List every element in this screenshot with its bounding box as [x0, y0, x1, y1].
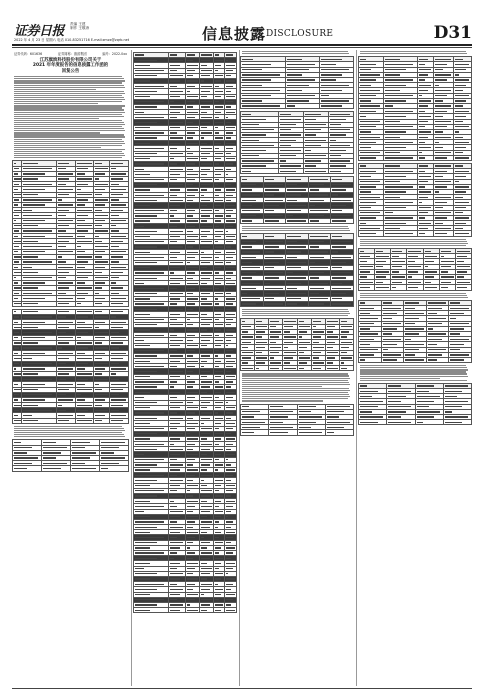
- table-cell: [94, 418, 110, 423]
- text-line: [242, 226, 348, 227]
- table-cell: [325, 430, 353, 435]
- text-line: [14, 93, 125, 94]
- table-cell: [269, 430, 297, 435]
- table-cell: [375, 285, 391, 290]
- text-line: [360, 297, 468, 298]
- text-line: [360, 295, 467, 296]
- table-cell: [304, 169, 329, 174]
- table-cell: [134, 608, 169, 613]
- title-line: 回复公告: [61, 68, 80, 74]
- table-cell: [383, 231, 417, 236]
- text-line: [14, 89, 96, 90]
- table-cell: [57, 301, 76, 306]
- text-line: [14, 124, 125, 125]
- text-line: [242, 53, 349, 54]
- column-1: [12, 50, 129, 686]
- text-line: [360, 378, 440, 379]
- text-line: [242, 228, 349, 229]
- table-cell: [417, 155, 433, 160]
- table-cell: [453, 231, 471, 236]
- table-grid: [358, 248, 472, 291]
- text-line: [14, 143, 125, 144]
- table-row: [359, 357, 472, 362]
- table-row: [13, 466, 129, 471]
- text-line: [14, 432, 122, 433]
- body-text: [360, 293, 470, 298]
- table-row: [134, 608, 237, 613]
- notice-number: 编号：2022-0xx: [102, 52, 127, 56]
- table-grid: [240, 56, 354, 109]
- table-row: [241, 430, 354, 435]
- text-line: [14, 91, 124, 92]
- table-row: [359, 231, 472, 236]
- column-divider: [239, 50, 240, 686]
- page-number: D31: [433, 23, 472, 43]
- table-cell: [94, 301, 110, 306]
- table-cell: [453, 155, 471, 160]
- table-grid: [12, 160, 129, 306]
- editor-line: 责编 王建: [70, 22, 86, 26]
- table-cell: [455, 285, 471, 290]
- text-line: [14, 141, 124, 142]
- table-cell: [100, 466, 129, 471]
- table-cell: [241, 430, 269, 435]
- table-row: [359, 155, 472, 160]
- text-line: [14, 134, 124, 135]
- body-text: [14, 76, 127, 158]
- text-line: [360, 367, 467, 368]
- table-cell: [415, 420, 443, 425]
- text-line: [360, 293, 466, 294]
- table-cell: [224, 608, 236, 613]
- column-divider: [356, 50, 357, 686]
- table-cell: [279, 169, 304, 174]
- data-table: [12, 439, 129, 471]
- text-line: [14, 132, 100, 133]
- text-line: [242, 311, 349, 312]
- text-line: [242, 378, 350, 379]
- header-rule: [12, 44, 472, 46]
- table-row: [241, 169, 354, 174]
- table-cell: [241, 218, 264, 223]
- text-line: [14, 85, 124, 86]
- column-2: [133, 50, 237, 686]
- table-cell: [255, 366, 269, 371]
- text-line: [14, 122, 124, 123]
- table-grid: [240, 318, 354, 371]
- table-cell: [110, 301, 129, 306]
- table-cell: [339, 366, 353, 371]
- table-grid: [358, 163, 472, 237]
- body-text: [14, 426, 127, 438]
- text-line: [14, 78, 124, 79]
- text-line: [360, 369, 468, 370]
- table-cell: [263, 218, 286, 223]
- text-line: [360, 376, 468, 377]
- column-3: [240, 50, 354, 686]
- editor-credits: [70, 22, 89, 30]
- text-line: [14, 112, 125, 113]
- table-cell: [22, 301, 57, 306]
- text-line: [242, 400, 323, 401]
- text-line: [360, 371, 466, 372]
- text-line: [360, 380, 467, 381]
- table-cell: [404, 357, 427, 362]
- data-table: [358, 56, 472, 161]
- text-line: [242, 384, 350, 385]
- table-cell: [407, 285, 423, 290]
- body-text: [360, 365, 470, 381]
- body-text: [360, 239, 470, 246]
- text-line: [242, 390, 350, 391]
- section-title-english: DISCLOSURE: [266, 29, 334, 39]
- body-text: [242, 51, 352, 54]
- text-line: [14, 114, 122, 115]
- table-cell: [331, 218, 354, 223]
- table-cell: [325, 366, 339, 371]
- table-cell: [286, 103, 320, 108]
- table-grid: [240, 111, 354, 174]
- data-table: [240, 404, 354, 436]
- text-line: [14, 101, 122, 102]
- text-line: [242, 309, 348, 310]
- table-cell: [308, 301, 331, 306]
- table-cell: [297, 366, 311, 371]
- text-line: [14, 139, 122, 140]
- text-line: [14, 428, 124, 429]
- table-grid: [133, 52, 237, 613]
- text-line: [242, 394, 349, 395]
- data-table: [240, 56, 354, 109]
- text-line: [14, 436, 125, 437]
- text-line: [242, 380, 348, 381]
- text-line: [14, 126, 122, 127]
- table-row: [241, 103, 354, 108]
- table-row: [13, 418, 129, 423]
- table-cell: [426, 357, 449, 362]
- data-table: [240, 233, 354, 307]
- table-row: [359, 285, 472, 290]
- table-cell: [185, 608, 199, 613]
- table-cell: [297, 430, 325, 435]
- text-line: [14, 130, 125, 131]
- text-line: [360, 53, 467, 54]
- data-table: [358, 300, 472, 363]
- text-line: [14, 116, 124, 117]
- table-cell: [359, 231, 384, 236]
- text-line: [242, 396, 350, 397]
- table-cell: [75, 301, 94, 306]
- text-line: [14, 87, 125, 88]
- text-line: [242, 230, 350, 231]
- table-cell: [75, 418, 94, 423]
- table-grid: [358, 383, 472, 426]
- table-cell: [286, 218, 309, 223]
- table-cell: [241, 103, 286, 108]
- text-line: [14, 145, 122, 146]
- table-cell: [263, 301, 286, 306]
- table-cell: [13, 466, 42, 471]
- data-table: [133, 52, 237, 613]
- section-title: 信息披露: [202, 25, 267, 43]
- text-line: [14, 155, 125, 156]
- title-line: 江苏旗滨科技股份有限公司关于: [39, 58, 102, 63]
- table-cell: [387, 420, 415, 425]
- newspaper-logo: 证券日报: [14, 24, 65, 39]
- table-cell: [13, 301, 22, 306]
- text-line: [14, 426, 122, 427]
- table-grid: [358, 56, 472, 161]
- table-row: [241, 301, 354, 306]
- table-cell: [241, 301, 264, 306]
- table-cell: [449, 357, 472, 362]
- text-line: [360, 373, 467, 374]
- table-cell: [359, 420, 387, 425]
- table-grid: [240, 404, 354, 436]
- text-line: [242, 388, 349, 389]
- text-line: [14, 103, 98, 104]
- footer-rule: [12, 688, 472, 689]
- text-line: [360, 245, 466, 246]
- table-grid: [12, 309, 129, 424]
- text-line: [14, 95, 122, 96]
- table-cell: [214, 608, 224, 613]
- text-line: [14, 149, 125, 150]
- table-cell: [71, 466, 100, 471]
- table-row: [13, 301, 129, 306]
- table-cell: [433, 155, 453, 160]
- date-line: 2022 年 4 月 23 日 星期六 电话 010-83251716 E-mail:zmzx@zqrb.net: [14, 38, 130, 42]
- body-text: [242, 373, 352, 401]
- table-cell: [391, 285, 407, 290]
- body-text: [360, 51, 470, 54]
- table-cell: [383, 155, 417, 160]
- table-cell: [42, 466, 71, 471]
- data-table: [240, 111, 354, 174]
- body-text: [242, 226, 352, 231]
- table-cell: [241, 366, 255, 371]
- text-line: [242, 392, 348, 393]
- text-line: [242, 398, 348, 399]
- text-line: [14, 80, 125, 81]
- text-line: [14, 147, 101, 148]
- column-4: [358, 50, 472, 686]
- text-line: [242, 313, 350, 314]
- text-line: [242, 386, 322, 387]
- text-line: [14, 128, 124, 129]
- table-grid: [358, 300, 472, 363]
- table-cell: [417, 231, 433, 236]
- data-table: [358, 163, 472, 237]
- table-cell: [311, 366, 325, 371]
- table-cell: [110, 418, 129, 423]
- table-grid: [12, 439, 129, 471]
- text-line: [14, 430, 125, 431]
- stock-code: 证券代码：601636: [14, 52, 43, 56]
- table-cell: [359, 155, 384, 160]
- table-cell: [22, 418, 57, 423]
- announcement-codes: [12, 50, 129, 57]
- table-cell: [57, 418, 76, 423]
- text-line: [14, 99, 125, 100]
- table-cell: [320, 103, 354, 108]
- data-table: [240, 176, 354, 224]
- table-grid: [240, 176, 354, 224]
- table-cell: [308, 218, 331, 223]
- body-text: [242, 309, 352, 316]
- text-line: [14, 151, 122, 152]
- data-table: [358, 383, 472, 426]
- table-cell: [443, 420, 471, 425]
- text-line: [242, 375, 349, 376]
- data-table: [240, 318, 354, 371]
- table-cell: [199, 608, 213, 613]
- data-table: [358, 248, 472, 291]
- table-cell: [269, 366, 283, 371]
- table-row: [241, 366, 354, 371]
- table-grid: [240, 233, 354, 307]
- table-cell: [329, 169, 354, 174]
- table-cell: [241, 169, 279, 174]
- text-line: [14, 109, 124, 110]
- text-line: [14, 136, 125, 137]
- table-cell: [283, 366, 297, 371]
- table-cell: [331, 301, 354, 306]
- text-line: [242, 315, 348, 316]
- table-cell: [286, 301, 309, 306]
- table-cell: [433, 231, 453, 236]
- table-cell: [169, 608, 185, 613]
- text-line: [14, 107, 122, 108]
- text-line: [360, 51, 466, 52]
- text-line: [360, 241, 467, 242]
- text-line: [242, 382, 349, 383]
- producer-line: 制作 王敬涛: [70, 26, 90, 30]
- table-cell: [423, 285, 439, 290]
- column-divider: [131, 50, 132, 686]
- table-cell: [359, 285, 375, 290]
- text-line: [14, 153, 124, 154]
- text-line: [360, 243, 468, 244]
- text-line: [14, 105, 125, 106]
- table-row: [241, 218, 354, 223]
- data-table: [12, 160, 129, 306]
- table-cell: [381, 357, 404, 362]
- text-line: [14, 82, 122, 83]
- text-line: [242, 373, 348, 374]
- text-line: [14, 76, 122, 77]
- title-line: 2021 年年度报告的信息披露工作函的: [32, 63, 109, 69]
- stock-name: 证券简称：旗滨集团: [57, 52, 87, 56]
- table-cell: [13, 418, 22, 423]
- text-line: [14, 97, 124, 98]
- text-line: [14, 120, 122, 121]
- table-row: [359, 420, 472, 425]
- text-line: [242, 51, 348, 52]
- text-line: [14, 118, 99, 119]
- header-rule-thin: [12, 47, 472, 48]
- text-line: [14, 157, 122, 158]
- table-cell: [359, 357, 382, 362]
- data-table: [12, 309, 129, 424]
- text-line: [14, 434, 124, 435]
- table-cell: [439, 285, 455, 290]
- announcement-title: [16, 58, 125, 74]
- text-line: [360, 239, 466, 240]
- text-line: [360, 365, 466, 366]
